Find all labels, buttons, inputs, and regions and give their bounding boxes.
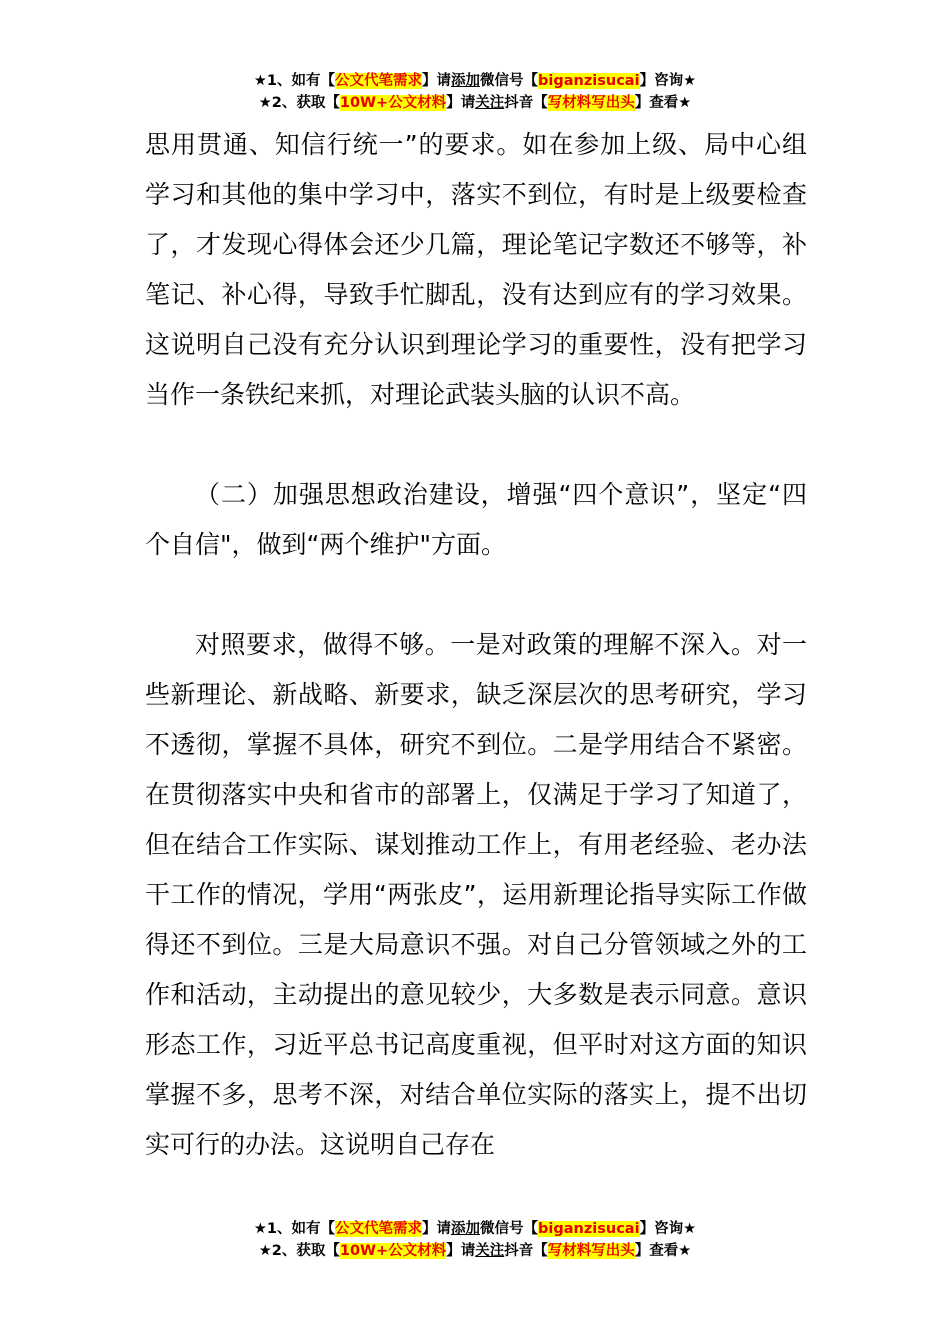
banner-emphasis: 添加 — [451, 73, 481, 89]
banner-emphasis: 关注 — [475, 95, 505, 111]
paragraph-spacer — [145, 570, 807, 620]
bottom-banner-line-2 — [0, 1240, 950, 1262]
highlight-materials: 10W+公文材料 — [339, 95, 447, 111]
body-paragraph-2: 对照要求，做得不够。一是对政策的理解不深入。对一些新理论、新战略、新要求，缺乏深层次的思考研究，学习不透彻，掌握不具体，研究不到位。二是学用结合不紧密。在贯彻落实中央和省市的部署上，仅满足于学习了知道了，但在结合工作实际、谋划推动工作上，有用老经验、老办法干工作的情况，学用“两张皮”，运用新理论指导实际工作做得还不到位。三是大局意识不强。对自己分管领域之外的工作和活动，主动提出的意见较少，大多数是表示同意。意识形态工作，习近平总书记高度重视，但平时对这方面的知识掌握不多，思考不深，对结合单位实际的落实上，提不出切实可行的办法。这说明自己存在 — [145, 630, 807, 1159]
banner-text: 】请 — [422, 1221, 452, 1237]
banner-text: 微信号【 — [480, 1221, 539, 1237]
body-paragraph-1: 思用贯通、知信行统一”的要求。如在参加上级、局中心组学习和其他的集中学习中，落实不到位，有时是上级要检查了，才发现心得体会还少几篇，理论笔记字数还不够等，补笔记、补心得，导致手忙脚乱，没有达到应有的学习效果。这说明自己没有充分认识到理论学习的重要性，没有把学习当作一条铁纪来抓，对理论武装头脑的认识不高。 — [145, 130, 807, 409]
banner-text: 】请 — [446, 1243, 476, 1259]
banner-emphasis: 添加 — [451, 1221, 481, 1237]
banner-text: 】咨询 — [639, 1221, 684, 1237]
banner-text: 】请 — [446, 95, 476, 111]
top-banner-line-2 — [0, 92, 950, 114]
star-icon: ★ — [258, 1243, 272, 1259]
top-promo-banner — [0, 70, 950, 114]
banner-text: 】查看 — [634, 95, 679, 111]
star-icon: ★ — [253, 1221, 267, 1237]
banner-emphasis: 关注 — [475, 1243, 505, 1259]
star-icon: ★ — [258, 95, 272, 111]
banner-text: 1、如有【 — [266, 73, 336, 89]
highlight-douyin-account: 写材料写出头 — [547, 95, 635, 111]
paragraph-spacer — [145, 420, 807, 470]
banner-text: 2、获取【 — [271, 1243, 340, 1259]
section-heading-2: （二）加强思想政治建设，增强“四个意识”，坚定“四个自信"，做到“两个维护"方面。 — [145, 480, 807, 559]
top-banner-line-1 — [0, 70, 950, 92]
banner-text: 】咨询 — [639, 73, 684, 89]
highlight-service: 公文代笔需求 — [335, 1221, 423, 1237]
bottom-promo-banner — [0, 1218, 950, 1262]
banner-text: 抖音【 — [504, 95, 548, 111]
banner-text: 1、如有【 — [266, 1221, 336, 1237]
star-icon: ★ — [683, 1221, 697, 1237]
banner-text: 】查看 — [634, 1243, 679, 1259]
banner-text: 2、获取【 — [271, 95, 340, 111]
highlight-wechat-id: biganzisucai — [538, 73, 640, 89]
highlight-materials: 10W+公文材料 — [339, 1243, 447, 1259]
highlight-wechat-id: biganzisucai — [538, 1221, 640, 1237]
document-body — [145, 120, 807, 1170]
star-icon: ★ — [683, 73, 697, 89]
highlight-service: 公文代笔需求 — [335, 73, 423, 89]
banner-text: 】请 — [422, 73, 452, 89]
star-icon: ★ — [678, 1243, 692, 1259]
highlight-douyin-account: 写材料写出头 — [547, 1243, 635, 1259]
banner-text: 微信号【 — [480, 73, 539, 89]
bottom-banner-line-1 — [0, 1218, 950, 1240]
banner-text: 抖音【 — [504, 1243, 548, 1259]
star-icon: ★ — [678, 95, 692, 111]
star-icon: ★ — [253, 73, 267, 89]
